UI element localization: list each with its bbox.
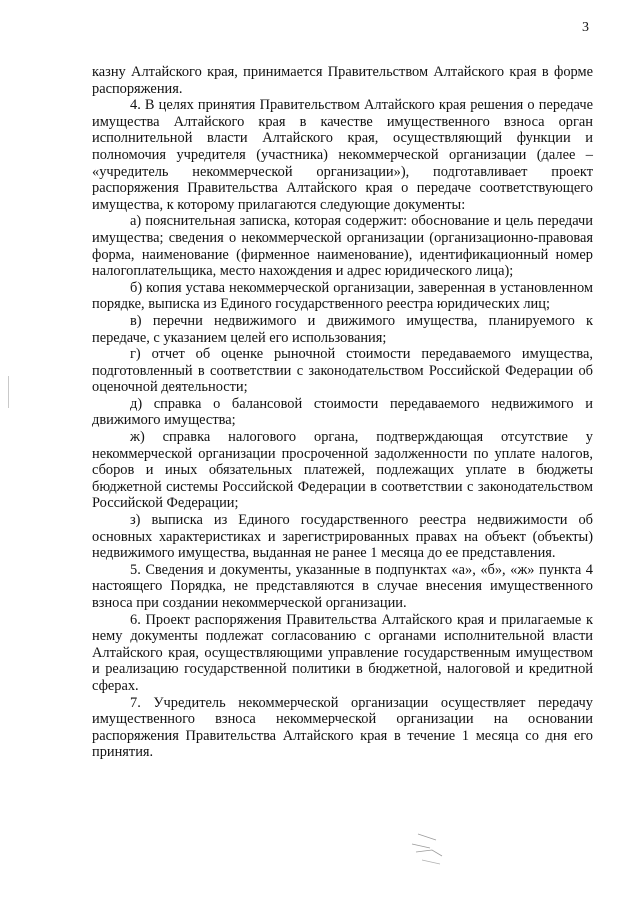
document-body: [92, 64, 593, 761]
page-number: 3: [582, 20, 589, 35]
paragraph-subitem-b: б) копия устава некоммерческой организации, заверенная в установленном порядке, выписка из Единого государственного реестра юридических лиц;: [92, 279, 593, 313]
margin-mark: [8, 376, 9, 408]
paragraph-item-5: 5. Сведения и документы, указанные в подпунктах «а», «б», «ж» пункта 4 настоящего Порядка, не представляются в случае внесения имущественного взноса при создании некоммерческой организации.: [92, 561, 593, 611]
paragraph-item-6: 6. Проект распоряжения Правительства Алтайского края и прилагаемые к нему документы подлежат согласованию с органами исполнительной власти Алтайского края, осуществляющими управление государственным имуществом и реализацию государственной политики в бюджетной, налоговой и кредитной сферах.: [92, 611, 593, 694]
handwritten-mark: [396, 828, 456, 868]
paragraph-subitem-a: а) пояснительная записка, которая содержит: обоснование и цель передачи имущества; сведения о некоммерческой организации (организационно-правовая форма, наименование (фирменное наименование), идентификационный номер налогоплательщика, место нахождения и адрес юридического лица);: [92, 213, 593, 280]
paragraph-item-4: 4. В целях принятия Правительством Алтайского края решения о передаче имущества Алтайского края в качестве имущественного взноса орган исполнительной власти Алтайского края, осуществляющий функции и полномочия учредителя (участника) некоммерческой организации (далее – «учредитель некоммерческой организации»), подготавливает проект распоряжения Правительства Алтайского края о передаче соответствующего имущества, к которому прилагаются следующие документы:: [92, 97, 593, 213]
paragraph-item-7: 7. Учредитель некоммерческой организации осуществляет передачу имущественного взноса некоммерческой организации на основании распоряжения Правительства Алтайского края в течение 1 месяца со дня его принятия.: [92, 694, 593, 761]
paragraph-subitem-d: д) справка о балансовой стоимости передаваемого недвижимого и движимого имущества;: [92, 395, 593, 429]
paragraph-subitem-v: в) перечни недвижимого и движимого имущества, планируемого к передаче, с указанием целей его использования;: [92, 312, 593, 346]
paragraph-continuation: казну Алтайского края, принимается Правительством Алтайского края в форме распоряжения.: [92, 64, 593, 97]
paragraph-subitem-z: з) выписка из Единого государственного реестра недвижимости об основных характеристиках и зарегистрированных правах на объект (объекты) недвижимого имущества, выданная не ранее 1 месяца до ее представления.: [92, 512, 593, 562]
paragraph-subitem-g: г) отчет об оценке рыночной стоимости передаваемого имущества, подготовленный в соответствии с законодательством Российской Федерации об оценочной деятельности;: [92, 346, 593, 396]
paragraph-subitem-zh: ж) справка налогового органа, подтверждающая отсутствие у некоммерческой организации просроченной задолженности по уплате налогов, сборов и иных обязательных платежей, подлежащих уплате в бюджеты бюджетной системы Российской Федерации в соответствии с законодательством Российской Федерации;: [92, 429, 593, 512]
